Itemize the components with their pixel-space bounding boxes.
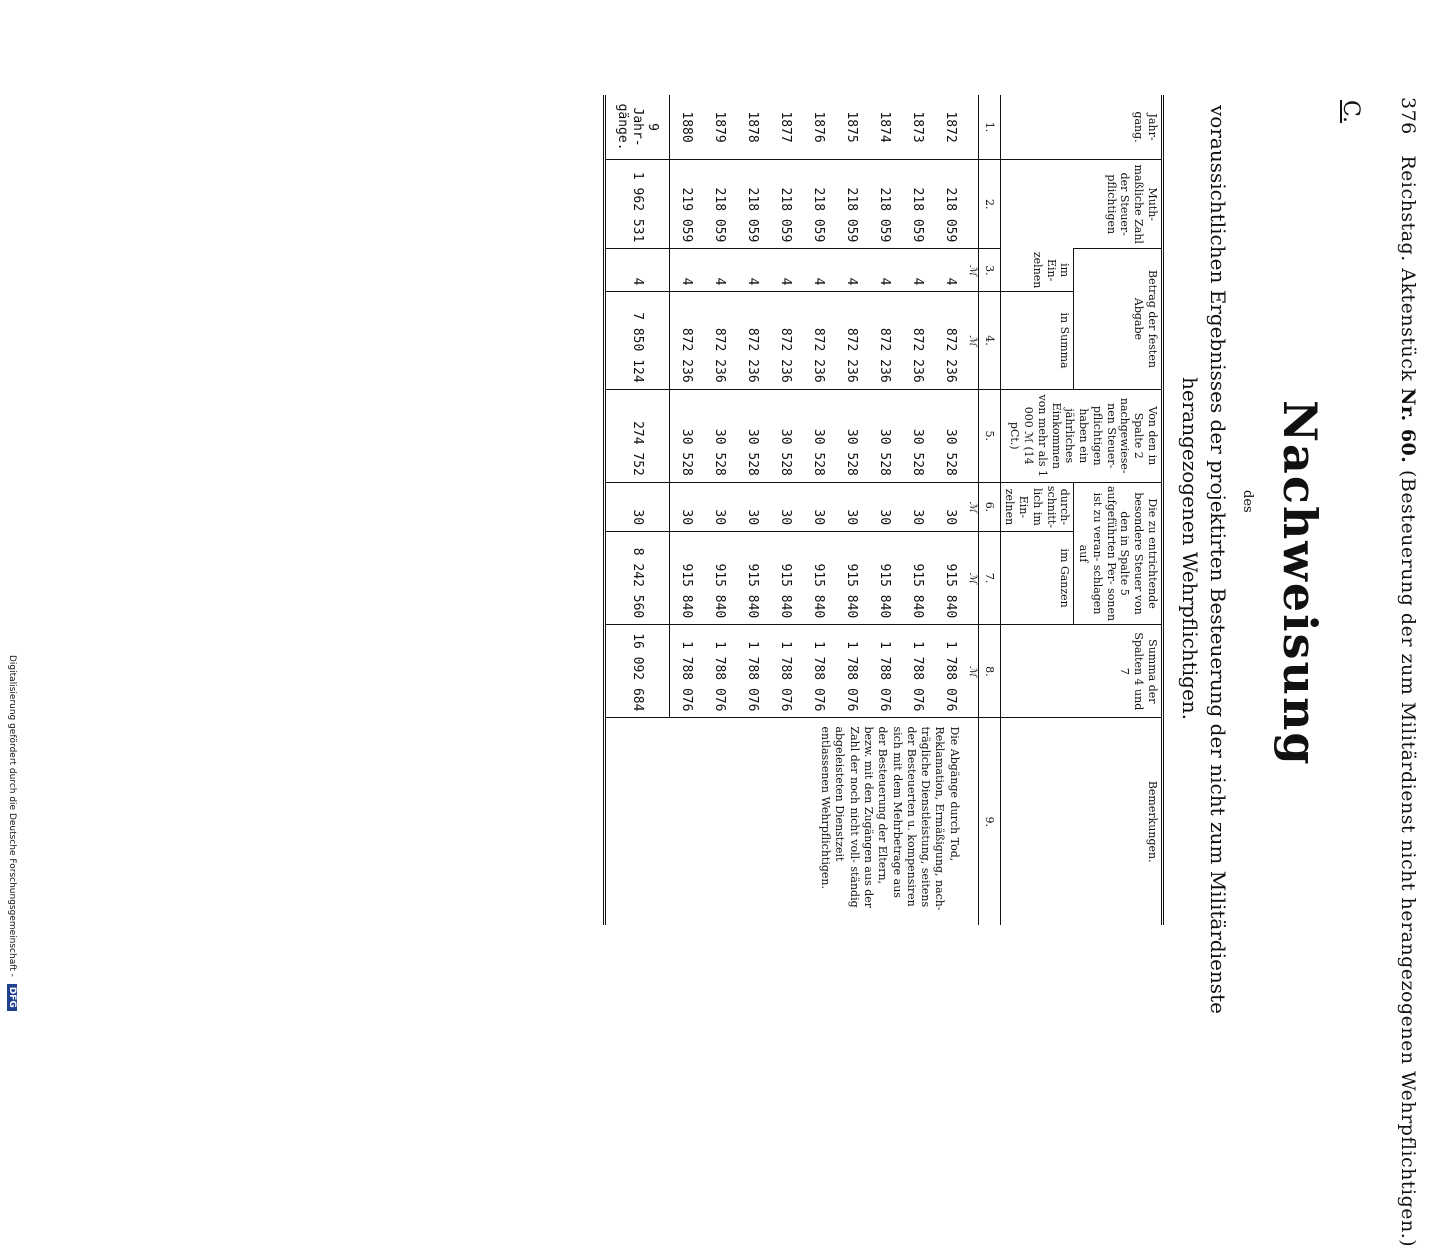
cell-c3: 4 xyxy=(669,249,703,292)
running-head-reichstag: Reichstag. xyxy=(1397,155,1419,262)
cell-c4: 872 236 xyxy=(868,292,901,389)
cell-c6: 30 xyxy=(769,482,802,531)
dfg-logo: DFG xyxy=(7,984,17,1011)
cell-c2: 218 059 xyxy=(868,160,901,249)
cell-c8: 1 788 076 xyxy=(802,625,835,718)
cell-c3: 4 xyxy=(868,249,901,292)
cell-c4: 872 236 xyxy=(934,292,967,389)
cell-c6: 30 xyxy=(868,482,901,531)
cell-c2: 218 059 xyxy=(835,160,868,249)
cell-c2: 218 059 xyxy=(736,160,769,249)
unit-col8: ℳ xyxy=(967,625,979,718)
running-head-aktenstueck: Aktenstück xyxy=(1397,268,1419,382)
colnum-4: 4. xyxy=(978,292,1000,389)
cell-c7: 915 840 xyxy=(835,532,868,625)
cell-total-c5: 274 752 xyxy=(604,389,669,482)
cell-c6: 30 xyxy=(736,482,769,531)
cell-c6: 30 xyxy=(802,482,835,531)
cell-c8: 1 788 076 xyxy=(769,625,802,718)
cell-total-c6: 30 xyxy=(604,482,669,531)
page-number: 376 xyxy=(1397,97,1419,135)
cell-c3: 4 xyxy=(835,249,868,292)
cell-c8: 1 788 076 xyxy=(736,625,769,718)
unit-col7: ℳ xyxy=(967,532,979,625)
header-special-single: durch- schnitt- lich im Ein- zelnen xyxy=(1000,482,1074,531)
header-special-total: im Ganzen xyxy=(1000,532,1074,625)
unit-col6: ℳ xyxy=(967,482,979,531)
header-sum-4-7: Summa der Spalten 4 und 7 xyxy=(1000,625,1162,718)
cell-year: 1876 xyxy=(810,111,826,143)
cell-c8: 1 788 076 xyxy=(868,625,901,718)
cell-c3: 4 xyxy=(901,249,934,292)
cell-c5: 30 528 xyxy=(669,389,703,482)
cell-c7: 915 840 xyxy=(736,532,769,625)
cell-c4: 872 236 xyxy=(835,292,868,389)
subtitle-line-1: voraussichtlichen Ergebnisses der projektirten Besteuerung der nicht zum Militärdienste xyxy=(1206,105,1230,1014)
header-fixed-levy: Betrag der festen Abgabe xyxy=(1074,249,1163,389)
document-page xyxy=(0,5,1427,1247)
cell-c7: 915 840 xyxy=(934,532,967,625)
cell-c7: 915 840 xyxy=(868,532,901,625)
colnum-8: 8. xyxy=(978,625,1000,718)
section-mark: C. xyxy=(1338,100,1363,124)
cell-year: 1877 xyxy=(777,111,793,143)
cell-c2: 218 059 xyxy=(802,160,835,249)
cell-c5: 30 528 xyxy=(835,389,868,482)
cell-c4: 872 236 xyxy=(736,292,769,389)
cell-c4: 872 236 xyxy=(669,292,703,389)
cell-year: 1873 xyxy=(909,111,925,143)
header-fixed-total: in Summa xyxy=(1000,292,1074,389)
unit-col4: ℳ xyxy=(967,292,979,389)
cell-year: 1878 xyxy=(744,111,760,143)
credit-text: Digitalisierung gefördert durch die Deutsche Forschungsgemeinschaft - xyxy=(7,655,17,977)
cell-total-c7: 8 242 560 xyxy=(604,532,669,625)
cell-year: 1872 xyxy=(942,111,958,143)
remarks-note: Die Abgänge durch Tod, Reklamation, Ermäßigung, nach- trägliche Dienstleistung, seitens der Besteuerten u. kompensiren sich mit dem Mehrbetrage aus der Besteuerung der Eltern, bezw. mit den Zugängen aus der Zahl der noch nicht voll- ständig abgeleisteten Dienstzeit entlassenen Wehrpflichtigen. xyxy=(604,718,967,925)
cell-year: 1874 xyxy=(876,111,892,143)
cell-c6: 30 xyxy=(934,482,967,531)
header-fixed-single: im Ein- zelnen xyxy=(1000,249,1074,292)
header-year: Jahr- gang. xyxy=(1000,95,1162,160)
cell-total-c4: 7 850 124 xyxy=(604,292,669,389)
cell-c6: 30 xyxy=(669,482,703,531)
unit-row xyxy=(967,95,979,925)
colnum-7: 7. xyxy=(978,532,1000,625)
cell-c4: 872 236 xyxy=(901,292,934,389)
cell-c2: 218 059 xyxy=(901,160,934,249)
cell-c5: 30 528 xyxy=(703,389,736,482)
colnum-2: 2. xyxy=(978,160,1000,249)
cell-c3: 4 xyxy=(802,249,835,292)
cell-c7: 915 840 xyxy=(769,532,802,625)
colnum-5: 5. xyxy=(978,389,1000,482)
cell-total-c2: 1 962 531 xyxy=(604,160,669,249)
running-head-number: Nr. 60. xyxy=(1397,387,1419,464)
column-number-row xyxy=(978,95,1000,925)
cell-c4: 872 236 xyxy=(703,292,736,389)
cell-c3: 4 xyxy=(769,249,802,292)
subtitle-des: des xyxy=(1240,490,1255,513)
cell-year: 1879 xyxy=(711,111,727,143)
cell-c2: 218 059 xyxy=(934,160,967,249)
statistics-table xyxy=(603,95,1164,925)
cell-total-c3: 4 xyxy=(604,249,669,292)
colnum-6: 6. xyxy=(978,482,1000,531)
cell-year: 1875 xyxy=(843,111,859,143)
cell-c5: 30 528 xyxy=(802,389,835,482)
cell-c7: 915 840 xyxy=(802,532,835,625)
header-special-tax: Die zu entrichtende besondere Steuer von den in Spalte 5 aufgeführten Per- sonen ist zu veran- schlagen auf xyxy=(1074,482,1163,624)
cell-c8: 1 788 076 xyxy=(669,625,703,718)
cell-c4: 872 236 xyxy=(769,292,802,389)
cell-c8: 1 788 076 xyxy=(835,625,868,718)
header-remarks: Bemerkungen. xyxy=(1000,718,1162,925)
header-income-over-1000: Von den in Spalte 2 nachgewiese- nen Steuer- pflichtigen haben ein jährliches Einkommen von mehr als 1 000 ℳ (14 pCt.) xyxy=(1000,389,1162,482)
running-head-topic: (Besteuerung der zum Militärdienst nicht herangezogenen Wehrpflichtigen.) xyxy=(1397,469,1419,1247)
cell-total-label: 9 Jahr- gänge. xyxy=(604,95,669,160)
cell-c6: 30 xyxy=(703,482,736,531)
table-body xyxy=(604,95,967,925)
cell-c2: 218 059 xyxy=(703,160,736,249)
cell-c8: 1 788 076 xyxy=(901,625,934,718)
cell-c7: 915 840 xyxy=(669,532,703,625)
running-header xyxy=(1397,97,1419,1247)
table-row xyxy=(934,95,967,925)
cell-c5: 30 528 xyxy=(769,389,802,482)
cell-year: 1880 xyxy=(678,111,694,143)
cell-c6: 30 xyxy=(835,482,868,531)
cell-c7: 915 840 xyxy=(901,532,934,625)
cell-c6: 30 xyxy=(901,482,934,531)
cell-c3: 4 xyxy=(703,249,736,292)
cell-c8: 1 788 076 xyxy=(934,625,967,718)
cell-c8: 1 788 076 xyxy=(703,625,736,718)
cell-c3: 4 xyxy=(736,249,769,292)
header-taxpayers: Muth- maßliche Zahl der Steuer- pflichtigen xyxy=(1000,160,1162,249)
digitization-credit xyxy=(7,655,17,1011)
cell-c5: 30 528 xyxy=(868,389,901,482)
cell-total-c8: 16 092 684 xyxy=(604,625,669,718)
cell-c7: 915 840 xyxy=(703,532,736,625)
colnum-1: 1. xyxy=(978,95,1000,160)
page-title: Nachweisung xyxy=(1273,400,1327,767)
cell-c4: 872 236 xyxy=(802,292,835,389)
colnum-9: 9. xyxy=(978,718,1000,925)
cell-c3: 4 xyxy=(934,249,967,292)
colnum-3: 3. xyxy=(978,249,1000,292)
cell-c2: 219 059 xyxy=(669,160,703,249)
cell-c2: 218 059 xyxy=(769,160,802,249)
cell-c5: 30 528 xyxy=(736,389,769,482)
subtitle-line-2: herangezogenen Wehrpflichtigen. xyxy=(1178,377,1202,721)
cell-c5: 30 528 xyxy=(901,389,934,482)
cell-c5: 30 528 xyxy=(934,389,967,482)
unit-col3: ℳ xyxy=(967,249,979,292)
